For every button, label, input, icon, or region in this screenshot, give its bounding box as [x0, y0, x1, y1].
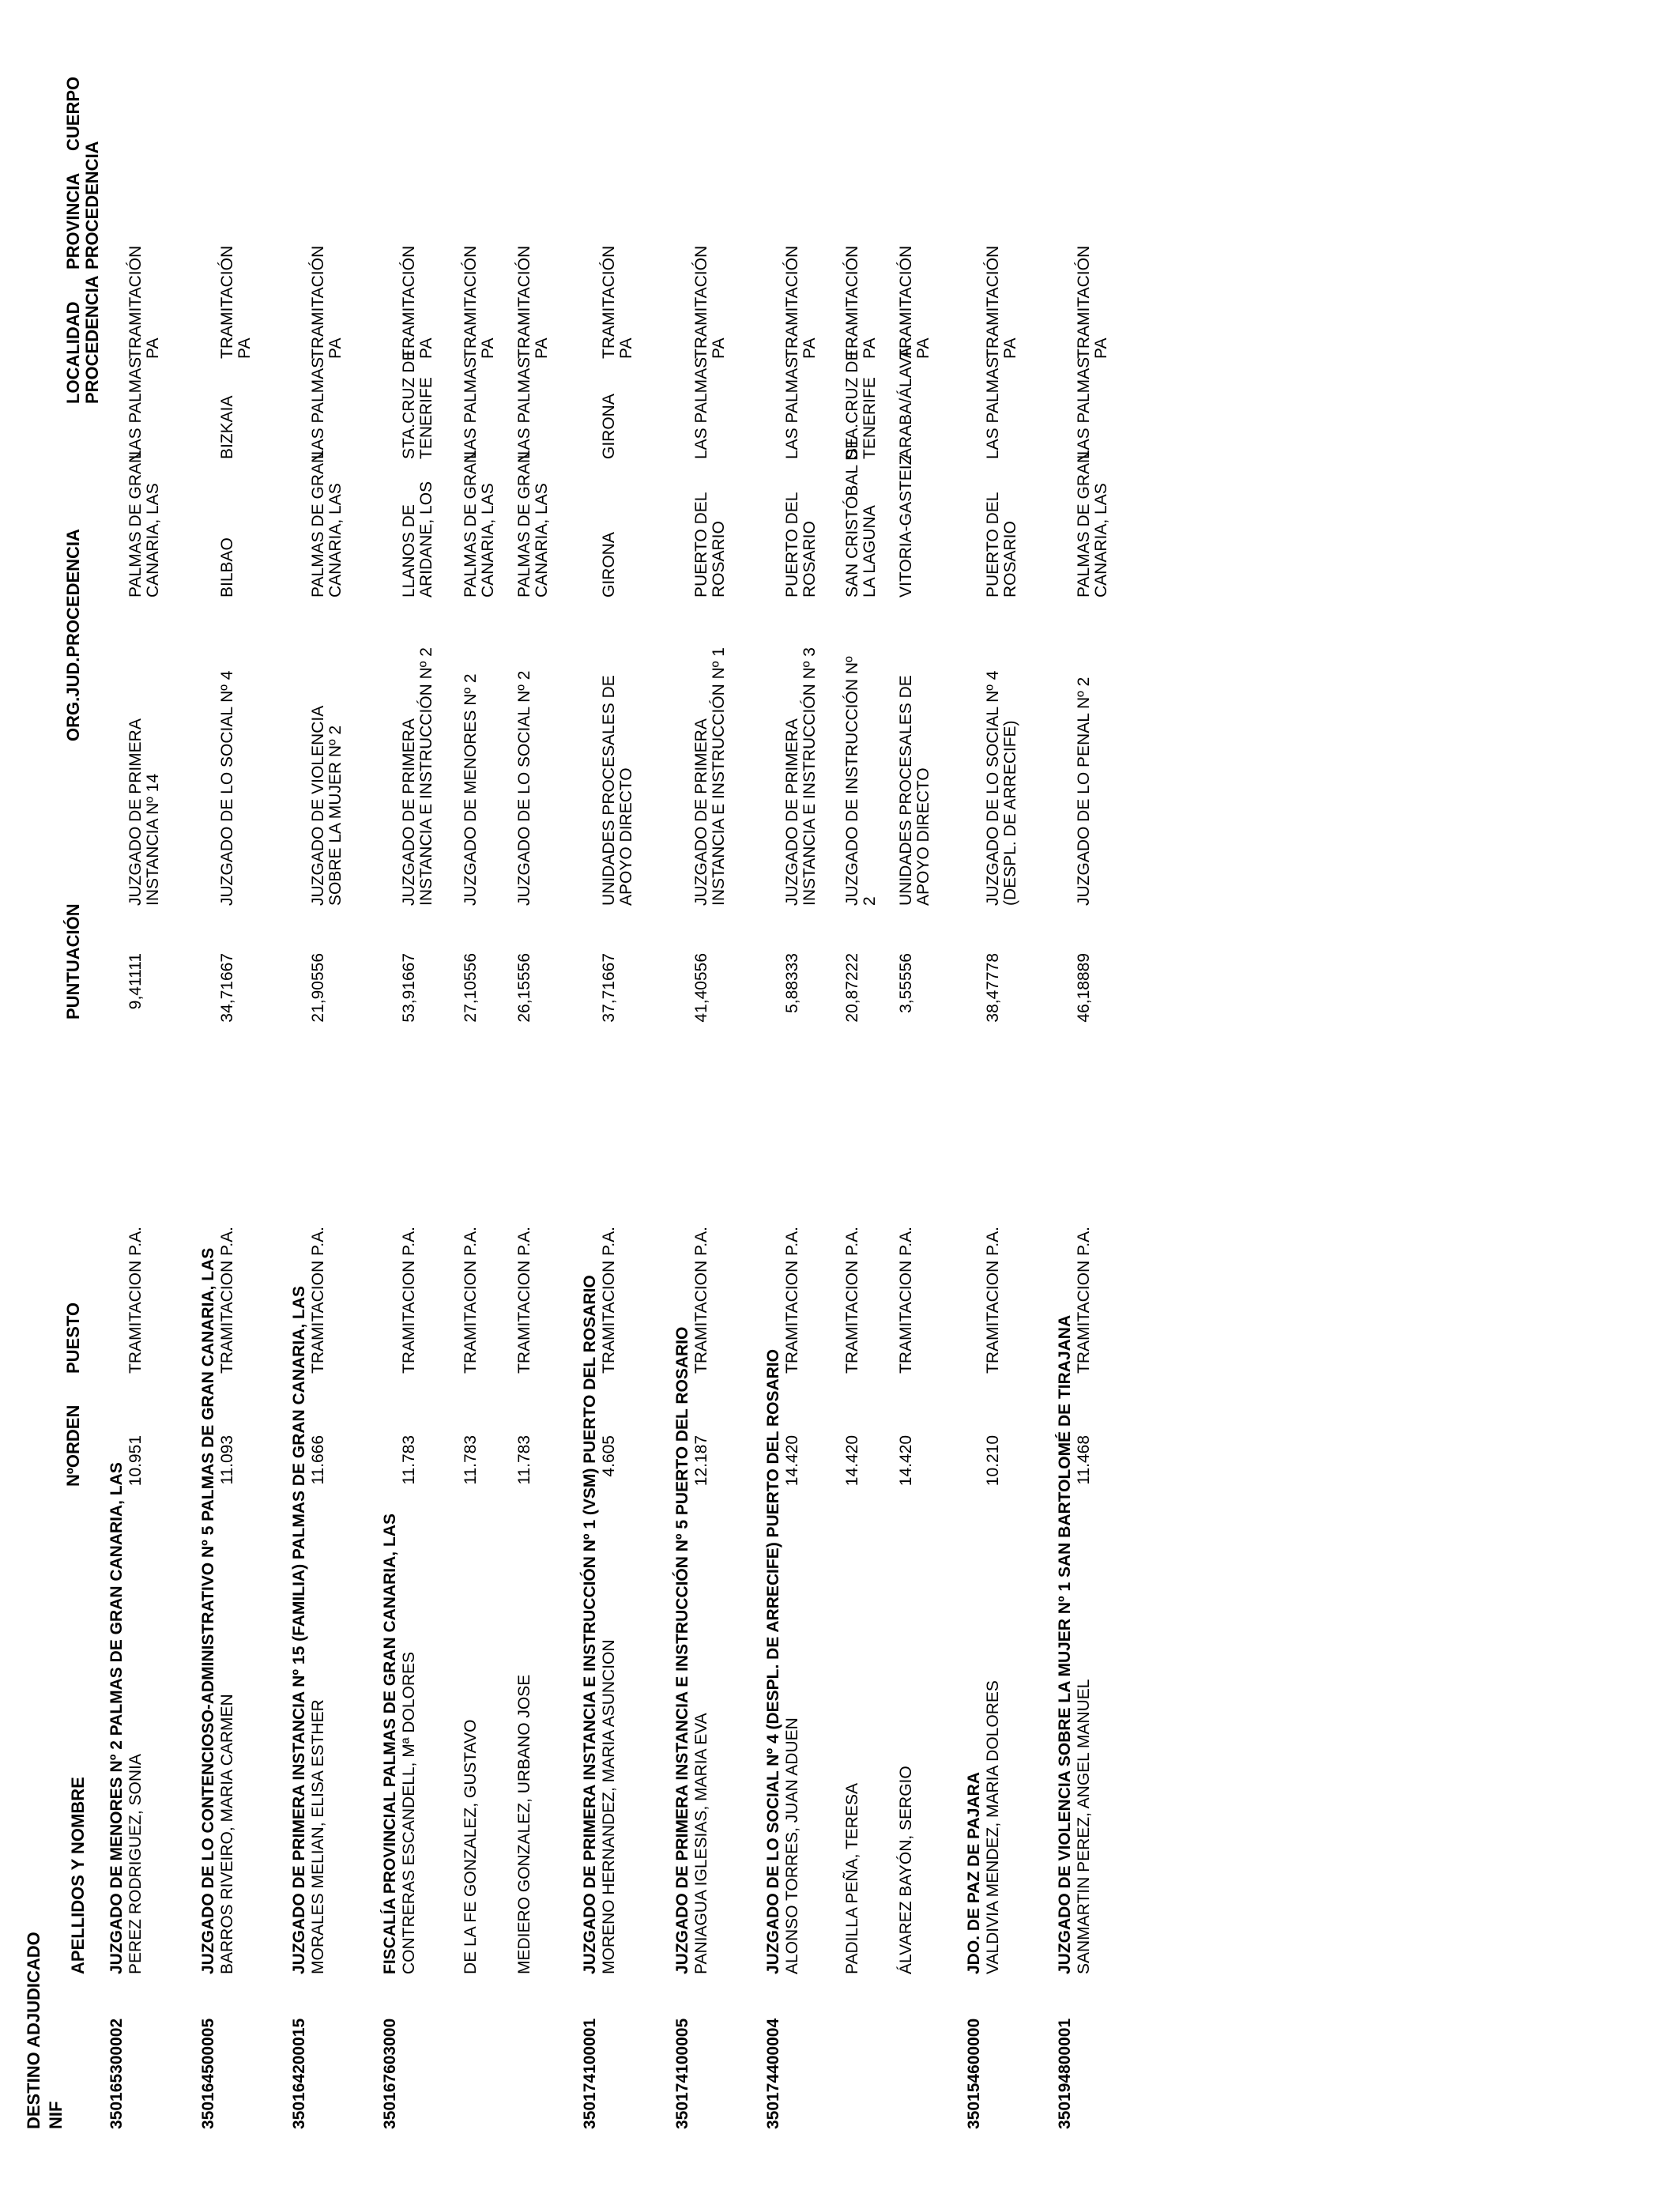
row-localidad: GIRONA [600, 532, 618, 598]
row-orden: 11.783 [515, 1435, 533, 1485]
group-title: JUZGADO DE LO CONTENCIOSO-ADMINISTRATIVO Nº 5 PALMAS DE GRAN CANARIA, LAS [199, 1247, 217, 1974]
header-localidad: PROCEDENCIA [82, 275, 102, 404]
row-provincia: BIZKAIA [218, 395, 236, 459]
row-cuerpo: PA [417, 337, 435, 359]
row-puesto: TRAMITACION P.A. [400, 1227, 418, 1374]
row-localidad: PALMAS DE GRAN [126, 450, 145, 598]
header-puntuacion: PUNTUACIÓN [63, 903, 83, 1020]
row-localidad: PALMAS DE GRAN [461, 450, 480, 598]
group-code: 350174100001 [581, 2018, 599, 2129]
row-orgjud: JUZGADO DE MENORES Nº 2 [461, 673, 480, 906]
row-orgjud: JUZGADO DE PRIMERA [783, 718, 801, 906]
row-localidad: LA LAGUNA [861, 505, 879, 598]
row-nombre: MEDIERO GONZALEZ, URBANO JOSE [515, 1674, 533, 1974]
row-provincia: LAS PALMAS [692, 356, 710, 459]
row-orden: 11.783 [461, 1435, 480, 1485]
row-cuerpo: TRAMITACIÓN [218, 245, 236, 359]
row-puesto: TRAMITACION P.A. [309, 1227, 327, 1374]
row-provincia: LAS PALMAS [1075, 356, 1093, 459]
row-puesto: TRAMITACION P.A. [984, 1227, 1002, 1374]
row-localidad: ROSARIO [800, 521, 819, 598]
row-cuerpo: TRAMITACIÓN [783, 245, 801, 359]
row-orden: 14.420 [783, 1435, 801, 1487]
row-puntuacion: 53,91667 [400, 953, 418, 1023]
row-nombre: ALONSO TORRES, JUAN ADUEN [783, 1717, 801, 1974]
row-provincia: LAS PALMAS [309, 356, 327, 459]
group-code: 350164500005 [199, 2018, 217, 2129]
group-code: 350174400004 [764, 2018, 782, 2129]
row-cuerpo: PA [479, 337, 497, 359]
row-cuerpo: TRAMITACIÓN [515, 245, 533, 359]
row-puesto: TRAMITACION P.A. [126, 1227, 145, 1374]
row-cuerpo: PA [326, 337, 345, 359]
row-orgjud: INSTANCIA E INSTRUCCIÓN Nº 2 [417, 647, 435, 906]
row-cuerpo: TRAMITACIÓN [126, 245, 145, 359]
row-cuerpo: PA [710, 337, 728, 359]
row-nombre: VALDIVIA MENDEZ, MARIA DOLORES [984, 1680, 1002, 1974]
header-puesto: PUESTO [63, 1302, 83, 1374]
row-nombre: BARROS RIVEIRO, MARIA CARMEN [218, 1694, 236, 1974]
row-puntuacion: 21,90556 [309, 953, 327, 1023]
row-orgjud: UNIDADES PROCESALES DE [600, 675, 618, 906]
row-puntuacion: 3,55556 [897, 953, 915, 1013]
row-nombre: DE LA FE GONZALEZ, GUSTAVO [461, 1719, 480, 1974]
group-code: 350154600000 [965, 2018, 983, 2129]
group-code: 350167603000 [381, 2018, 399, 2129]
row-nombre: CONTRERAS ESCANDELL, Mª DOLORES [400, 1651, 418, 1974]
row-provincia: TENERIFE [417, 377, 435, 459]
row-puntuacion: 34,71667 [218, 953, 236, 1023]
row-provincia: LAS PALMAS [984, 356, 1002, 459]
row-orgjud: JUZGADO DE PRIMERA [400, 718, 418, 906]
group-title: JUZGADO DE PRIMERA INSTANCIA Nº 15 (FAMILIA) PALMAS DE GRAN CANARIA, LAS [290, 1285, 308, 1974]
group-code: 350165300002 [107, 2018, 126, 2129]
row-localidad: PALMAS DE GRAN [515, 450, 533, 598]
header-provincia: PROVINCIA [63, 172, 83, 270]
row-cuerpo: PA [861, 337, 879, 359]
header-cuerpo: CUERPO [63, 76, 83, 151]
row-puesto: TRAMITACION P.A. [218, 1227, 236, 1374]
row-orgjud: APOYO DIRECTO [617, 767, 635, 906]
row-localidad: PALMAS DE GRAN [309, 450, 327, 598]
row-provincia: ARABA/ÁLAVA [897, 347, 915, 459]
row-localidad: ROSARIO [710, 521, 728, 598]
row-orgjud: (DESPL. DE ARRECIFE) [1001, 720, 1019, 906]
row-nombre: MORALES MELIAN, ELISA ESTHER [309, 1699, 327, 1974]
row-puntuacion: 27,10556 [461, 953, 480, 1023]
row-localidad: SAN CRISTÓBAL DE [843, 437, 861, 598]
group-title: JUZGADO DE PRIMERA INSTANCIA E INSTRUCCIÓN Nº 5 PUERTO DEL ROSARIO [673, 1326, 691, 1974]
row-puesto: TRAMITACION P.A. [783, 1227, 801, 1374]
row-orden: 14.420 [897, 1435, 915, 1487]
row-cuerpo: TRAMITACIÓN [692, 245, 710, 359]
row-puesto: TRAMITACION P.A. [461, 1227, 480, 1374]
row-cuerpo: PA [1092, 337, 1110, 359]
row-puesto: TRAMITACION P.A. [1075, 1227, 1093, 1374]
row-cuerpo: PA [533, 337, 551, 359]
row-orden: 10.951 [126, 1435, 145, 1487]
row-orgjud: JUZGADO DE LO PENAL Nº 2 [1075, 677, 1093, 906]
row-cuerpo: PA [914, 337, 932, 359]
row-puesto: TRAMITACION P.A. [897, 1227, 915, 1374]
row-provincia: STA.CRUZ DE [843, 349, 861, 459]
row-nombre: PEREZ RODRIGUEZ, SONIA [126, 1754, 145, 1974]
header-nif: NIF [46, 2101, 66, 2129]
row-provincia: STA.CRUZ DE [400, 349, 418, 459]
row-localidad: CANARIA, LAS [479, 483, 497, 598]
row-puntuacion: 41,40556 [692, 953, 710, 1023]
row-localidad: LLANOS DE [400, 504, 418, 598]
page-title: DESTINO ADJUDICADO [24, 1932, 43, 2129]
row-orden: 11.666 [309, 1435, 327, 1485]
group-code: 350194800001 [1056, 2018, 1074, 2129]
row-cuerpo: TRAMITACIÓN [400, 245, 418, 359]
group-title: JUZGADO DE LO SOCIAL Nº 4 (DESPL. DE ARRECIFE) PUERTO DEL ROSARIO [764, 1349, 782, 1974]
row-puntuacion: 9,41111 [126, 953, 145, 1010]
row-orden: 11.468 [1075, 1435, 1093, 1485]
row-orden: 12.187 [692, 1435, 710, 1487]
row-puntuacion: 20,87222 [843, 953, 861, 1023]
row-puesto: TRAMITACION P.A. [692, 1227, 710, 1374]
group-code: 350164200015 [290, 2018, 308, 2129]
row-provincia: GIRONA [600, 394, 618, 459]
row-localidad: CANARIA, LAS [326, 483, 345, 598]
row-provincia: TENERIFE [861, 377, 879, 459]
row-localidad: ROSARIO [1001, 521, 1019, 598]
row-localidad: ARIDANE, LOS [417, 481, 435, 598]
row-nombre: PADILLA PEÑA, TERESA [843, 1783, 861, 1974]
row-cuerpo: TRAMITACIÓN [600, 245, 618, 359]
row-orden: 10.210 [984, 1435, 1002, 1487]
row-puesto: TRAMITACION P.A. [843, 1227, 861, 1374]
row-localidad: BILBAO [218, 537, 236, 598]
row-puntuacion: 5,88333 [783, 953, 801, 1013]
row-orgjud: JUZGADO DE LO SOCIAL Nº 4 [218, 670, 236, 906]
row-nombre: SANMARTIN PEREZ, ANGEL MANUEL [1075, 1679, 1093, 1974]
row-nombre: ÁLVAREZ BAYÓN, SERGIO [897, 1766, 915, 1974]
row-orgjud: JUZGADO DE PRIMERA [126, 718, 145, 906]
row-cuerpo: PA [1001, 337, 1019, 359]
row-provincia: LAS PALMAS [515, 356, 533, 459]
group-title: JDO. DE PAZ DE PAJARA [965, 1772, 983, 1974]
group-code: 350174100005 [673, 2018, 691, 2129]
row-cuerpo: PA [144, 337, 162, 359]
row-orden: 14.420 [843, 1435, 861, 1487]
row-cuerpo: TRAMITACIÓN [309, 245, 327, 359]
row-localidad: CANARIA, LAS [533, 483, 551, 598]
row-localidad: CANARIA, LAS [144, 483, 162, 598]
row-orgjud: INSTANCIA E INSTRUCCIÓN Nº 1 [710, 647, 728, 906]
row-orgjud: SOBRE LA MUJER Nº 2 [326, 725, 345, 906]
row-orgjud: JUZGADO DE PRIMERA [692, 718, 710, 906]
row-cuerpo: TRAMITACIÓN [461, 245, 480, 359]
row-cuerpo: PA [617, 337, 635, 359]
row-cuerpo: TRAMITACIÓN [984, 245, 1002, 359]
row-orgjud: JUZGADO DE LO SOCIAL Nº 4 [984, 670, 1002, 906]
row-provincia: LAS PALMAS [783, 356, 801, 459]
row-localidad: PUERTO DEL [783, 492, 801, 598]
row-puntuacion: 37,71667 [600, 953, 618, 1023]
row-cuerpo: PA [235, 337, 254, 359]
row-provincia: LAS PALMAS [461, 356, 480, 459]
group-title: JUZGADO DE PRIMERA INSTANCIA E INSTRUCCIÓN Nº 1 (VSM) PUERTO DEL ROSARIO [581, 1275, 599, 1974]
header-localidad: LOCALIDAD [63, 301, 83, 404]
row-orgjud: 2 [861, 896, 879, 906]
row-orgjud: JUZGADO DE INSTRUCCIÓN Nº [843, 656, 861, 906]
row-cuerpo: PA [800, 337, 819, 359]
row-nombre: MORENO HERNANDEZ, MARIA ASUNCION [600, 1639, 618, 1974]
row-puntuacion: 26,15556 [515, 953, 533, 1023]
row-puesto: TRAMITACION P.A. [515, 1227, 533, 1374]
row-orgjud: INSTANCIA Nº 14 [144, 773, 162, 906]
header-orgjud: ORG.JUD.PROCEDENCIA [63, 529, 83, 741]
row-orden: 11.783 [400, 1435, 418, 1485]
row-puesto: TRAMITACION P.A. [600, 1227, 618, 1374]
row-orgjud: INSTANCIA E INSTRUCCIÓN Nº 3 [800, 647, 819, 906]
row-puntuacion: 38,47778 [984, 953, 1002, 1023]
header-nombre: APELLIDOS Y NOMBRE [68, 1777, 88, 1974]
row-localidad: VITORIA-GASTEIZ [897, 454, 915, 598]
group-title: JUZGADO DE MENORES Nº 2 PALMAS DE GRAN CANARIA, LAS [107, 1462, 126, 1974]
header-orden: NºORDEN [63, 1404, 83, 1487]
row-localidad: PUERTO DEL [692, 492, 710, 598]
row-orden: 4.605 [600, 1435, 618, 1477]
row-orgjud: UNIDADES PROCESALES DE [897, 675, 915, 906]
row-localidad: CANARIA, LAS [1092, 483, 1110, 598]
row-cuerpo: TRAMITACIÓN [843, 245, 861, 359]
row-localidad: PUERTO DEL [984, 492, 1002, 598]
row-orgjud: JUZGADO DE VIOLENCIA [309, 705, 327, 906]
row-localidad: PALMAS DE GRAN [1075, 450, 1093, 598]
header-provincia: PROCEDENCIA [82, 141, 102, 270]
group-title: FISCALÍA PROVINCIAL PALMAS DE GRAN CANARIA, LAS [381, 1514, 399, 1974]
row-puntuacion: 46,18889 [1075, 953, 1093, 1023]
row-cuerpo: TRAMITACIÓN [897, 245, 915, 359]
row-orgjud: APOYO DIRECTO [914, 767, 932, 906]
row-nombre: PANIAGUA IGLESIAS, MARIA EVA [692, 1713, 710, 1974]
row-orgjud: JUZGADO DE LO SOCIAL Nº 2 [515, 670, 533, 906]
group-title: JUZGADO DE VIOLENCIA SOBRE LA MUJER Nº 1 SAN BARTOLOMÉ DE TIRAJANA [1056, 1314, 1074, 1974]
row-cuerpo: TRAMITACIÓN [1075, 245, 1093, 359]
row-orden: 11.093 [218, 1435, 236, 1485]
row-provincia: LAS PALMAS [126, 356, 145, 459]
